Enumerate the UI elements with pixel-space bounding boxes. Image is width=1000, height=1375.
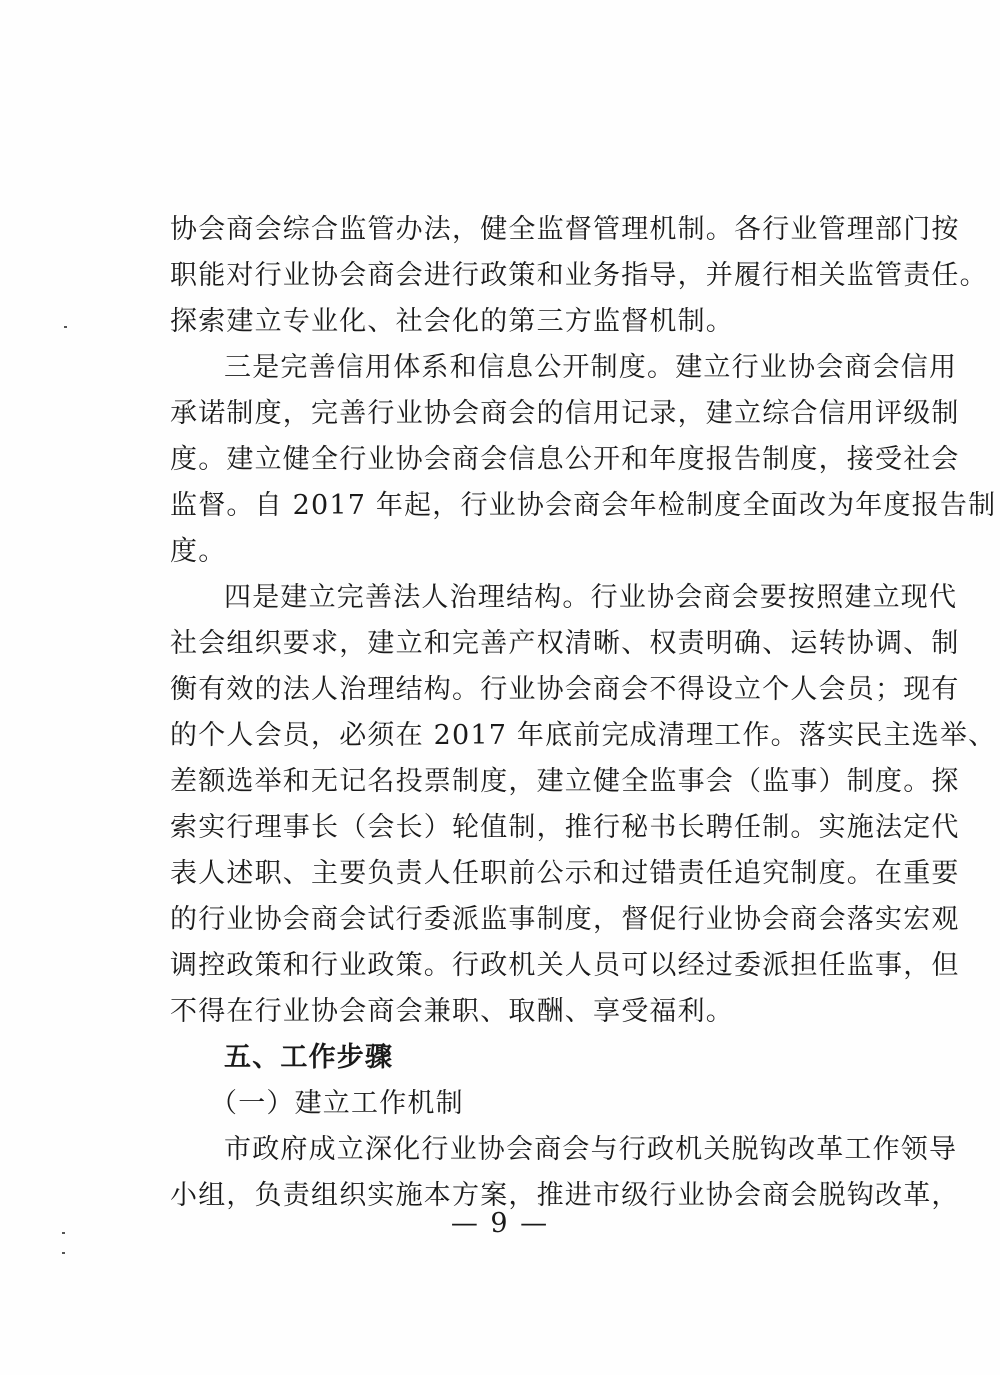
- document-body: [170, 207, 997, 1219]
- paragraph-governance-structure: [170, 575, 997, 1035]
- text-line: 的行业协会商会试行委派监事制度，督促行业协会商会落实宏观: [170, 904, 960, 935]
- paragraph-continuation: [170, 207, 988, 345]
- text-line: 不得在行业协会商会兼职、取酬、享受福利。: [170, 996, 734, 1027]
- section-heading: 五、工作步骤: [224, 1042, 394, 1073]
- text-line: 差额选举和无记名投票制度，建立健全监事会（监事）制度。探: [170, 766, 960, 797]
- text-line: 监督。自 2017 年起，行业协会商会年检制度全面改为年度报告制: [170, 490, 997, 521]
- text-line: 三是完善信用体系和信息公开制度。建立行业协会商会信用: [224, 352, 958, 383]
- text-line: 的个人会员，必须在 2017 年底前完成清理工作。落实民主选举、: [170, 720, 997, 751]
- text-line: 衡有效的法人治理结构。行业协会商会不得设立个人会员；现有: [170, 674, 960, 705]
- text-line: 度。: [170, 536, 227, 567]
- text-line: 索实行理事长（会长）轮值制，推行秘书长聘任制。实施法定代: [170, 812, 960, 843]
- text-line: 小组，负责组织实施本方案，推进市级行业协会商会脱钩改革，: [170, 1180, 960, 1211]
- text-line: 度。建立健全行业协会商会信息公开和年度报告制度，接受社会: [170, 444, 960, 475]
- page-number: — 9 —: [450, 1208, 550, 1239]
- text-line: 市政府成立深化行业协会商会与行政机关脱钩改革工作领导: [224, 1134, 958, 1165]
- text-line: 探索建立专业化、社会化的第三方监督机制。: [170, 306, 734, 337]
- scan-speck: [62, 1252, 65, 1254]
- text-line: 表人述职、主要负责人任职前公示和过错责任追究制度。在重要: [170, 858, 960, 889]
- text-line: 社会组织要求，建立和完善产权清晰、权责明确、运转协调、制: [170, 628, 960, 659]
- scan-speck: [64, 326, 67, 328]
- subsection-heading: （一）建立工作机制: [210, 1088, 464, 1119]
- text-line: 调控政策和行业政策。行政机关人员可以经过委派担任监事，但: [170, 950, 960, 981]
- paragraph-credit-system: [170, 345, 997, 575]
- text-line: 协会商会综合监管办法，健全监督管理机制。各行业管理部门按: [170, 214, 960, 245]
- paragraph-work-mechanism: [170, 1127, 960, 1219]
- text-line: 承诺制度，完善行业协会商会的信用记录，建立综合信用评级制: [170, 398, 960, 429]
- text-line: 职能对行业协会商会进行政策和业务指导，并履行相关监管责任。: [170, 260, 988, 291]
- text-line: 四是建立完善法人治理结构。行业协会商会要按照建立现代: [224, 582, 958, 613]
